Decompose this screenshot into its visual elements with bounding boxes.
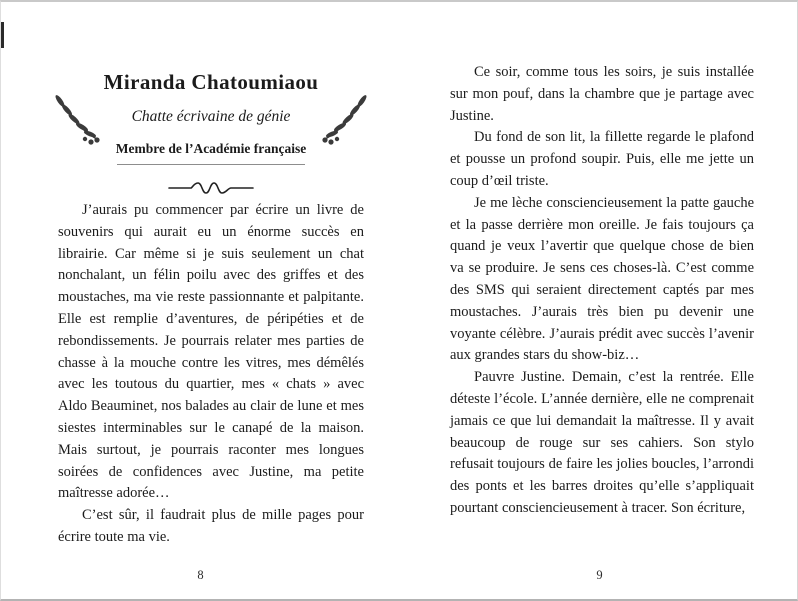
right-page-text [450,62,754,520]
olive-branch-left-icon [42,88,104,146]
paragraph: Du fond de son lit, la fillette regarde le plafond et pousse un profond soupir. Puis, elle me jette un coup d’œil triste. [450,129,754,189]
chapter-header [58,70,364,196]
paragraph: C’est sûr, il faudrait plus de mille pages pour écrire toute ma vie. [58,507,364,545]
author-title: Miranda Chatoumiaou [103,70,319,94]
paragraph: Pauvre Justine. Demain, c’est la rentrée. Elle déteste l’école. L’année dernière, elle ne comprenait jamais ce que lui demandait la maîtresse. Il y avait beaucoup de rouge sur ses cahiers. Son stylo refusait toujours de faire les jolies boucles, l’arrondi des ponts et les barres droites qu’elle s’appliquait pourtant consciencieusement à tracer. Son écriture, [450,369,754,516]
left-page [1,2,400,599]
left-page-text [58,200,364,549]
author-subtitle: Chatte écrivaine de génie [131,108,291,125]
author-affiliation: Membre de l’Académie française [115,141,307,156]
right-page-number: 9 [596,568,603,582]
rope-divider-icon [58,180,364,196]
right-page [400,2,798,599]
paragraph: J’aurais pu commencer par écrire un livre de souvenirs qui aurait eu un énorme succès en librairie. Car même si je suis seulement un chat nonchalant, un félin poilu avec des griffes et des moustaches, ma vie reste passionnante et palpitante. Elle est remplie d’aventures, de péripéties et de rebondissements. Je pourrais relater mes parties de chasse à la mouche contre les vitres, mes démêlés avec les toutous du quartier, mes « chats » avec Aldo Beauminet, nos balades au clair de lune et mes siestes interminables sur le canapé de la maison. Mais surtout, je pourrais raconter mes longues soirées de confidences avec Justine, ma petite maîtresse adorée… [58,202,364,502]
paragraph: Ce soir, comme tous les soirs, je suis installée sur mon pouf, dans la chambre que je partage avec Justine. [450,64,754,124]
left-page-number: 8 [197,568,204,582]
header-rule [117,164,305,165]
paragraph: Je me lèche consciencieusement la patte gauche et la passe derrière mon oreille. Je fais toujours ça quand je veux l’avertir que quelque chose de bien va se produire. Je sens ces choses-là. C’est comme des SMS qui seraient directement captés par mes moustaches. J’aurais très bien pu devenir une voyante célèbre. J’aurais prédit avec succès l’avenir aux grandes stars du show-biz… [450,194,754,364]
olive-branch-right-icon [318,88,380,146]
